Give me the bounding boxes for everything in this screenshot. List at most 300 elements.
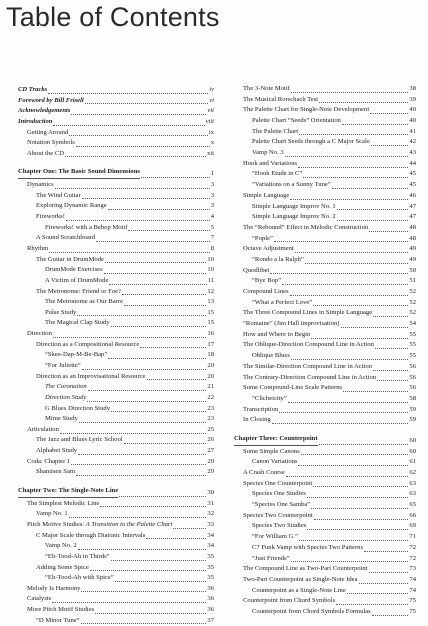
toc-leader-dots xyxy=(81,616,207,624)
toc-entry-title: Palette Chart “Seeds” Orientation xyxy=(252,117,341,125)
toc-entry-title: “Just Friends” xyxy=(252,554,290,562)
toc-page-number: 75 xyxy=(409,597,416,605)
toc-entry-title: Shamisen Sam xyxy=(36,468,76,476)
toc-page-number: 61 xyxy=(409,458,416,466)
toc-entry-title: Melody Is Harmony xyxy=(27,584,81,592)
toc-entry-title: Hook and Variations xyxy=(243,159,298,167)
toc-entry xyxy=(234,170,416,181)
toc-leader-dots xyxy=(373,363,408,371)
toc-page-number: 35 xyxy=(207,574,214,582)
toc-entry xyxy=(234,532,416,543)
toc-left-column xyxy=(18,85,214,626)
toc-page-number: 12 xyxy=(207,287,214,295)
toc-entry xyxy=(18,425,214,436)
toc-entry-title: Some Compound-Line Scale Patterns xyxy=(243,384,343,392)
toc-page-number: 36 xyxy=(207,606,214,614)
toc-page-number: xii xyxy=(207,149,214,157)
toc-entry-title: Some Simple Canons xyxy=(243,447,300,455)
toc-page-number: 31 xyxy=(207,499,214,507)
toc-page-number: 32 xyxy=(207,510,214,518)
toc-page-number: 38 xyxy=(409,84,416,92)
toc-entry xyxy=(234,489,416,500)
toc-leader-dots xyxy=(119,489,206,497)
toc-entry xyxy=(234,116,416,127)
toc-entry xyxy=(18,361,214,372)
toc-entry-title: Transcription xyxy=(243,405,279,413)
toc-leader-dots xyxy=(274,234,409,242)
toc-leader-dots xyxy=(319,95,408,103)
toc-entry-title: The Jazz and Blues Lyric School xyxy=(36,436,123,444)
toc-entry-title: C7 Funk Vamp with Species Two Patterns xyxy=(252,543,364,551)
toc-chapter-entry xyxy=(234,436,416,447)
toc-entry-title: The Metronome as Our Barre xyxy=(45,298,123,306)
toc-entry xyxy=(18,499,214,510)
toc-entry xyxy=(18,350,214,361)
toc-entry xyxy=(234,511,416,522)
toc-page-number: 29 xyxy=(207,457,214,465)
toc-leader-dots xyxy=(141,170,210,178)
toc-entry xyxy=(234,607,416,618)
toc-entry xyxy=(18,287,214,298)
toc-leader-dots xyxy=(290,288,409,296)
toc-leader-dots xyxy=(291,85,409,93)
toc-leader-dots xyxy=(53,330,207,338)
toc-page-number: 55 xyxy=(409,352,416,360)
toc-page-number: 74 xyxy=(409,575,416,583)
toc-leader-dots xyxy=(303,170,408,178)
toc-leader-dots xyxy=(96,234,209,242)
toc-page-number: 74 xyxy=(409,586,416,594)
toc-page-number: 18 xyxy=(207,351,214,359)
toc-page-number: iv xyxy=(209,85,214,93)
toc-page-number: 75 xyxy=(409,607,416,615)
toc-entry xyxy=(18,191,214,202)
toc-page-number: 36 xyxy=(207,595,214,603)
toc-leader-dots xyxy=(341,320,409,328)
toc-page-number: 41 xyxy=(409,127,416,135)
toc-entry xyxy=(234,564,416,575)
toc-leader-dots xyxy=(285,149,409,157)
toc-page-number: 48 xyxy=(409,234,416,242)
toc-leader-dots xyxy=(311,331,408,339)
toc-page-number: 35 xyxy=(207,552,214,560)
toc-page-number: 10 xyxy=(207,255,214,263)
toc-leader-dots xyxy=(288,395,409,403)
toc-leader-dots xyxy=(319,437,409,445)
toc-entry-title: “Pople” xyxy=(252,234,273,242)
toc-entry-title: The Contrary-Direction Compound Line in Action xyxy=(243,373,377,381)
toc-entry xyxy=(18,457,214,468)
toc-entry-title: Compound Lines xyxy=(243,288,289,296)
toc-entry xyxy=(18,467,214,478)
toc-page-number: 26 xyxy=(207,436,214,444)
toc-entry-title: Vamp No. 1 xyxy=(36,510,68,518)
toc-entry xyxy=(18,244,214,255)
toc-chapter-entry xyxy=(18,169,214,180)
toc-entry xyxy=(234,479,416,490)
toc-leader-dots xyxy=(364,544,408,552)
toc-entry xyxy=(234,415,416,426)
toc-page-number: 46 xyxy=(409,191,416,199)
toc-page-number: 72 xyxy=(409,543,416,551)
toc-entry-title: The 3-Note Motif xyxy=(243,84,290,92)
toc-entry-title: The Guitar in DrumMode xyxy=(36,255,104,263)
toc-leader-dots xyxy=(298,160,408,168)
toc-entry-title: The Coronation xyxy=(45,383,87,391)
toc-entry-title: Two-Part Counterpoint as Single-Note Idea xyxy=(243,575,358,583)
toc-leader-dots xyxy=(299,533,408,541)
toc-entry-title: Catalysts xyxy=(27,595,52,603)
toc-page-number: 59 xyxy=(409,416,416,424)
toc-page-number: 7 xyxy=(210,234,214,242)
toc-leader-dots xyxy=(109,277,206,285)
toc-leader-dots xyxy=(95,606,206,614)
toc-page-number: 42 xyxy=(409,138,416,146)
toc-leader-dots xyxy=(60,426,207,434)
toc-leader-dots xyxy=(71,457,206,465)
toc-entry xyxy=(234,351,416,362)
toc-page-number: 35 xyxy=(207,563,214,571)
toc-entry-title: The Three Compound Lines in Simple Language xyxy=(243,309,373,317)
toc-leader-dots xyxy=(373,309,408,317)
toc-entry-title: Chapter One: The Basic Sound Dimensions xyxy=(18,167,140,179)
toc-page-number: 47 xyxy=(409,213,416,221)
toc-entry xyxy=(234,405,416,416)
toc-entry-title: “Species One Samba” xyxy=(252,501,311,509)
toc-entry-title: “Hook Etude in C” xyxy=(252,170,303,178)
toc-entry xyxy=(234,543,416,554)
toc-entry-title: Direction Study xyxy=(45,393,87,401)
toc-entry-title: Mime Study xyxy=(45,415,78,423)
toc-page-number: 52 xyxy=(409,288,416,296)
toc-page-number: 47 xyxy=(409,202,416,210)
toc-leader-dots xyxy=(71,107,206,115)
toc-leader-dots xyxy=(82,362,207,370)
toc-leader-dots xyxy=(295,245,409,253)
toc-leader-dots xyxy=(124,436,207,444)
toc-page-number: 65 xyxy=(409,501,416,509)
toc-entry-title: Getting Around xyxy=(27,128,69,136)
toc-entry-title: A Victim of DrumMode xyxy=(45,276,109,284)
toc-entry-title: “Rondo a la Ralph” xyxy=(252,255,304,263)
toc-entry xyxy=(234,244,416,255)
toc-leader-dots xyxy=(79,415,207,423)
toc-entry-title: C Major Scale through Diatonic Intervals xyxy=(36,531,146,539)
toc-entry-title: Counterpoint from Chord Symbols xyxy=(243,597,336,605)
toc-page-number: 25 xyxy=(207,425,214,433)
toc-entry-title: How and Where to Begin xyxy=(243,330,311,338)
toc-leader-dots xyxy=(77,308,206,316)
toc-leader-dots xyxy=(66,213,210,221)
toc-leader-dots xyxy=(332,181,409,189)
toc-entry-title: Rhythm xyxy=(27,244,49,252)
toc-entry xyxy=(234,341,416,352)
toc-entry xyxy=(18,138,214,149)
toc-leader-dots xyxy=(370,106,408,114)
toc-entry-title: Exploring Dynamic Range xyxy=(36,202,107,210)
toc-page-number: 30 xyxy=(207,489,214,497)
toc-leader-dots xyxy=(279,405,408,413)
toc-entry-title: Vamp No. 2 xyxy=(45,542,77,550)
toc-leader-dots xyxy=(286,469,409,477)
toc-leader-dots xyxy=(272,416,409,424)
toc-leader-dots xyxy=(337,202,409,210)
toc-leader-dots xyxy=(53,118,204,126)
toc-entry xyxy=(18,255,214,266)
toc-page-number: 22 xyxy=(207,393,214,401)
toc-entry-title: “For Juliette” xyxy=(45,362,81,369)
toc-page-number: 15 xyxy=(207,308,214,316)
toc-entry xyxy=(18,96,214,107)
toc-entry xyxy=(234,191,416,202)
toc-page-number: 40 xyxy=(409,106,416,114)
toc-entry-title: The “Rebound” Effect in Melodic Construction xyxy=(243,223,369,231)
toc-entry xyxy=(234,596,416,607)
toc-entry xyxy=(18,128,214,139)
toc-entry xyxy=(18,340,214,351)
toc-leader-dots xyxy=(78,542,207,550)
toc-entry-title: The Wind Guitar xyxy=(36,191,81,199)
toc-page-number: 58 xyxy=(409,394,416,402)
toc-entry xyxy=(18,573,214,584)
toc-entry xyxy=(18,308,214,319)
toc-entry-title: Chapter Two: The Single-Note Line xyxy=(18,486,118,498)
toc-page-number: 62 xyxy=(409,469,416,477)
toc-leader-dots xyxy=(146,531,206,539)
toc-entry-title: “Bye Bop” xyxy=(252,277,282,285)
toc-leader-dots xyxy=(301,447,409,455)
toc-entry-title: DrumMode Exercises xyxy=(45,266,103,274)
page-title: Table of Contents xyxy=(6,2,220,32)
toc-entry xyxy=(234,223,416,234)
toc-leader-dots xyxy=(299,127,408,135)
toc-page-number: 54 xyxy=(409,320,416,328)
toc-entry xyxy=(18,531,214,542)
toc-page-number: 13 xyxy=(207,298,214,306)
toc-leader-dots xyxy=(371,138,409,146)
toc-entry-title: “Romaine” (Jim Hall improvisation) xyxy=(243,320,340,328)
toc-entry-title: Fireworks! xyxy=(36,213,65,221)
toc-entry xyxy=(234,362,416,373)
toc-leader-dots xyxy=(69,128,208,136)
toc-page-number: viii xyxy=(205,117,214,125)
toc-entry xyxy=(234,554,416,565)
toc-leader-dots xyxy=(291,352,408,360)
toc-page-number: 23 xyxy=(207,404,214,412)
toc-leader-dots xyxy=(122,287,206,295)
toc-page-number: 56 xyxy=(409,362,416,370)
toc-page-number: ix xyxy=(208,128,214,136)
toc-entry-title: Pulse Study xyxy=(45,308,77,316)
toc-entry xyxy=(234,383,416,394)
toc-entry xyxy=(18,265,214,276)
toc-page-number: 27 xyxy=(207,447,214,455)
toc-leader-dots xyxy=(90,563,207,571)
toc-entry-title: Counterpoint from Chord Symbols Formulas xyxy=(252,607,371,615)
toc-entry xyxy=(234,234,416,245)
toc-page-number: 49 xyxy=(409,245,416,253)
toc-leader-dots xyxy=(291,554,409,562)
toc-entry xyxy=(234,212,416,223)
toc-leader-dots xyxy=(270,266,408,274)
toc-page-number: 16 xyxy=(207,330,214,338)
toc-page-number: 37 xyxy=(207,616,214,624)
toc-leader-dots xyxy=(369,565,409,573)
toc-leader-dots xyxy=(111,553,207,561)
toc-entry-title: Fireworks! with a Bebop Motif xyxy=(45,223,128,231)
toc-entry xyxy=(18,329,214,340)
toc-entry-title: Alphabet Study xyxy=(36,447,78,455)
toc-entry-title: Counterpoint as a Single-Note Line xyxy=(252,586,346,594)
toc-page-number: 45 xyxy=(409,170,416,178)
toc-leader-dots xyxy=(347,586,409,594)
toc-entry xyxy=(18,106,214,117)
toc-entry xyxy=(234,468,416,479)
toc-leader-dots xyxy=(307,490,409,498)
toc-leader-dots xyxy=(313,298,408,306)
toc-page-number: 15 xyxy=(207,319,214,327)
toc-page-number: 72 xyxy=(409,554,416,562)
toc-leader-dots xyxy=(111,319,207,327)
toc-entry xyxy=(234,298,416,309)
toc-entry-title: About the CD xyxy=(27,149,64,157)
toc-page-number: 3 xyxy=(210,202,214,210)
toc-entry xyxy=(18,117,214,128)
toc-entry xyxy=(18,223,214,234)
toc-leader-dots xyxy=(115,574,207,582)
toc-entry-title: “Variations on a Sunny Tune” xyxy=(252,181,331,189)
toc-entry-title: “For William G.” xyxy=(252,533,298,541)
toc-entry-title: CD Tracks xyxy=(18,85,48,93)
toc-entry xyxy=(18,393,214,404)
toc-entry-title: The Metronome: Friend or Foe? xyxy=(36,287,121,295)
toc-page-number: 11 xyxy=(207,276,214,284)
toc-page-number: 55 xyxy=(409,341,416,349)
toc-entry-title: Acknowledgements xyxy=(18,107,71,115)
toc-entry-title: G Blues Direction Study xyxy=(45,404,111,412)
toc-entry xyxy=(234,575,416,586)
toc-entry xyxy=(18,584,214,595)
toc-page-number: 20 xyxy=(207,362,214,369)
toc-leader-dots xyxy=(342,117,409,125)
toc-entry-title: Introduction xyxy=(18,117,53,125)
toc-entry xyxy=(234,330,416,341)
toc-page-number: 63 xyxy=(409,490,416,498)
toc-entry-title: Direction as an Improvisational Resource xyxy=(36,372,146,380)
toc-entry-title: Oblique Blues xyxy=(252,352,290,360)
toc-entry-title: Species One Studies xyxy=(252,490,306,498)
toc-leader-dots xyxy=(76,468,206,476)
toc-leader-dots xyxy=(76,139,210,147)
toc-leader-dots xyxy=(313,479,408,487)
toc-entry xyxy=(234,522,416,533)
toc-page-number: 49 xyxy=(409,255,416,263)
toc-leader-dots xyxy=(48,86,208,94)
toc-entry-title: The Magical Clap Study xyxy=(45,319,110,327)
toc-entry xyxy=(18,180,214,191)
toc-page-number: 56 xyxy=(409,384,416,392)
toc-page-number: 60 xyxy=(409,447,416,455)
toc-page-number: 60 xyxy=(409,436,416,444)
toc-leader-dots xyxy=(85,96,208,104)
toc-page-number: 4 xyxy=(210,213,214,221)
toc-entry xyxy=(234,586,416,597)
toc-page-number: 50 xyxy=(409,266,416,274)
toc-leader-dots xyxy=(369,224,408,232)
toc-page-number: 51 xyxy=(409,277,416,285)
toc-entry-title: Notation Symbols xyxy=(27,139,75,147)
toc-page-number: 3 xyxy=(210,191,214,199)
toc-leader-dots xyxy=(111,404,206,412)
toc-page-number: 55 xyxy=(409,330,416,338)
toc-leader-dots xyxy=(108,351,206,359)
toc-entry xyxy=(234,500,416,511)
toc-entry-title: Octave Adjustment xyxy=(243,245,294,253)
toc-entry xyxy=(18,446,214,457)
toc-entry xyxy=(18,520,214,531)
toc-entry xyxy=(234,255,416,266)
toc-entry-title: Species Two Counterpoint xyxy=(243,511,313,519)
toc-entry xyxy=(234,373,416,384)
toc-entry xyxy=(234,319,416,330)
toc-page-number: 48 xyxy=(409,223,416,231)
toc-leader-dots xyxy=(298,458,408,466)
toc-entry-title: Species One Counterpoint xyxy=(243,479,313,487)
toc-leader-dots xyxy=(359,576,409,584)
toc-page-number: 56 xyxy=(409,373,416,381)
toc-leader-dots xyxy=(52,595,206,603)
toc-page-number: 52 xyxy=(409,298,416,306)
toc-page-number: x xyxy=(210,139,214,147)
toc-entry xyxy=(234,276,416,287)
toc-entry-title: Simple Language xyxy=(243,191,290,199)
toc-entry-title: Species Two Studies xyxy=(252,522,307,530)
toc-entry xyxy=(234,266,416,277)
toc-entry-title: The Simplest Melodic Line xyxy=(27,499,100,507)
toc-entry-title: Pitch Motive Studies: A Transition to the Palette Chart xyxy=(27,520,173,528)
toc-page-number: 71 xyxy=(409,533,416,541)
toc-leader-dots xyxy=(65,149,206,157)
toc-entry-title: “D Minor Tune” xyxy=(36,616,80,624)
toc-page-number: 21 xyxy=(207,383,214,391)
toc-leader-dots xyxy=(104,266,207,274)
toc-page-number: 69 xyxy=(409,522,416,530)
toc-entry-title: Direction xyxy=(27,330,52,338)
toc-entry-title: Coda: Chapter 1 xyxy=(27,457,71,465)
toc-entry xyxy=(18,541,214,552)
toc-entry-title: The Palette Chart xyxy=(252,127,299,135)
toc-page-number: 5 xyxy=(210,223,214,231)
toc-entry xyxy=(234,84,416,95)
toc-right-column xyxy=(234,84,416,618)
toc-entry xyxy=(234,95,416,106)
toc-entry xyxy=(234,447,416,458)
toc-leader-dots xyxy=(78,447,206,455)
toc-leader-dots xyxy=(128,223,209,231)
toc-leader-dots xyxy=(307,522,408,530)
toc-entry xyxy=(18,85,214,96)
toc-entry-title: A Crash Course xyxy=(243,469,285,477)
toc-leader-dots xyxy=(55,181,210,189)
toc-entry xyxy=(18,436,214,447)
toc-entry-title: Vamp No. 3 xyxy=(252,149,284,157)
toc-entry xyxy=(234,394,416,405)
toc-page-number: 66 xyxy=(409,511,416,519)
toc-leader-dots xyxy=(372,608,409,616)
toc-page-number: 33 xyxy=(207,520,214,528)
toc-page-number: 23 xyxy=(207,415,214,423)
toc-leader-dots xyxy=(81,584,206,592)
